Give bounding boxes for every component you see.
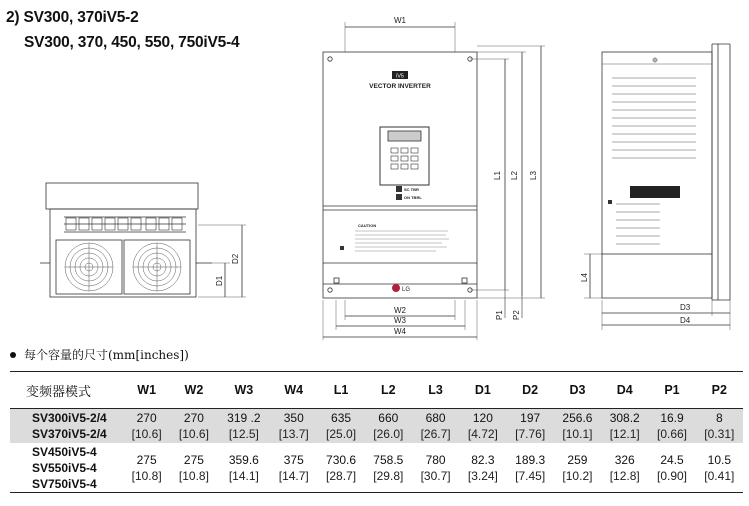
model-cell: SV300iV5-2/4 SV370iV5-2/4 <box>10 409 123 444</box>
value-cell: 350 [13.7] <box>270 409 317 444</box>
header-w4: W4 <box>270 372 317 409</box>
header-model: 变频器模式 <box>10 372 123 409</box>
value-cell: 319 .2 [12.5] <box>218 409 271 444</box>
header-w3: W3 <box>218 372 271 409</box>
value-cell: 197 [7.76] <box>507 409 554 444</box>
value-cell: 660 [26.0] <box>365 409 412 444</box>
value-cell: 24.5 [0.90] <box>648 444 695 493</box>
value-cell: 730.6 [28.7] <box>317 444 364 493</box>
header-l2: L2 <box>365 372 412 409</box>
label-d3: D3 <box>680 303 691 312</box>
header-p2: P2 <box>696 372 743 409</box>
label-l1: L1 <box>493 171 502 180</box>
header-w2: W2 <box>170 372 217 409</box>
value-cell: 326 [12.8] <box>601 444 648 493</box>
value-cell: 680 [26.7] <box>412 409 459 444</box>
section-title: 2) SV300, 370iV5-2 <box>6 9 139 26</box>
panel-caution: CAUTION <box>358 223 377 228</box>
value-cell: 270 [10.6] <box>170 409 217 444</box>
label-w2: W2 <box>394 306 406 315</box>
value-cell: 270 [10.6] <box>123 409 170 444</box>
value-cell: 10.5 [0.41] <box>696 444 743 493</box>
header-w1: W1 <box>123 372 170 409</box>
value-cell: 308.2 [12.1] <box>601 409 648 444</box>
table-row <box>10 444 743 493</box>
header-d4: D4 <box>601 372 648 409</box>
section-subtitle: SV300, 370, 450, 550, 750iV5-4 <box>24 34 240 51</box>
label-d2: D2 <box>231 253 240 264</box>
label-w3: W3 <box>394 316 406 325</box>
value-cell: 82.3 [3.24] <box>459 444 506 493</box>
header-d2: D2 <box>507 372 554 409</box>
front-view <box>323 22 545 340</box>
panel-mark-1: SC TBR <box>404 187 419 192</box>
label-w4: W4 <box>394 327 406 336</box>
value-cell: 189.3 [7.45] <box>507 444 554 493</box>
panel-badge: iV5 <box>396 73 404 80</box>
table-caption: 每个容量的尺寸(mm[inches]) <box>10 346 189 363</box>
header-p1: P1 <box>648 372 695 409</box>
value-cell: 16.9 [0.66] <box>648 409 695 444</box>
header-d1: D1 <box>459 372 506 409</box>
value-cell: 275 [10.8] <box>170 444 217 493</box>
dimension-table <box>10 371 743 493</box>
value-cell: 635 [25.0] <box>317 409 364 444</box>
value-cell: 8 [0.31] <box>696 409 743 444</box>
label-l4: L4 <box>580 273 589 282</box>
panel-logo: LG <box>402 287 411 293</box>
lg-logo-icon <box>392 284 400 292</box>
header-l1: L1 <box>317 372 364 409</box>
panel-mark-2: ON TBRL <box>404 195 422 200</box>
value-cell: 359.6 [14.1] <box>218 444 271 493</box>
table-row <box>10 409 743 444</box>
label-d4: D4 <box>680 316 691 325</box>
table-header-row <box>10 372 743 409</box>
value-cell: 758.5 [29.8] <box>365 444 412 493</box>
label-p1: P1 <box>495 310 504 320</box>
label-w1: W1 <box>394 16 406 25</box>
value-cell: 256.6 [10.1] <box>554 409 601 444</box>
label-d1: D1 <box>215 275 224 286</box>
header-d3: D3 <box>554 372 601 409</box>
label-p2: P2 <box>512 310 521 320</box>
label-l2: L2 <box>510 171 519 180</box>
bullet-icon <box>10 352 16 358</box>
value-cell: 780 [30.7] <box>412 444 459 493</box>
value-cell: 259 [10.2] <box>554 444 601 493</box>
model-cell: SV450iV5-4 SV550iV5-4 SV750iV5-4 <box>10 444 123 493</box>
header-l3: L3 <box>412 372 459 409</box>
value-cell: 375 [14.7] <box>270 444 317 493</box>
panel-brand-title: VECTOR INVERTER <box>369 83 431 90</box>
value-cell: 275 [10.8] <box>123 444 170 493</box>
label-l3: L3 <box>529 171 538 180</box>
value-cell: 120 [4.72] <box>459 409 506 444</box>
